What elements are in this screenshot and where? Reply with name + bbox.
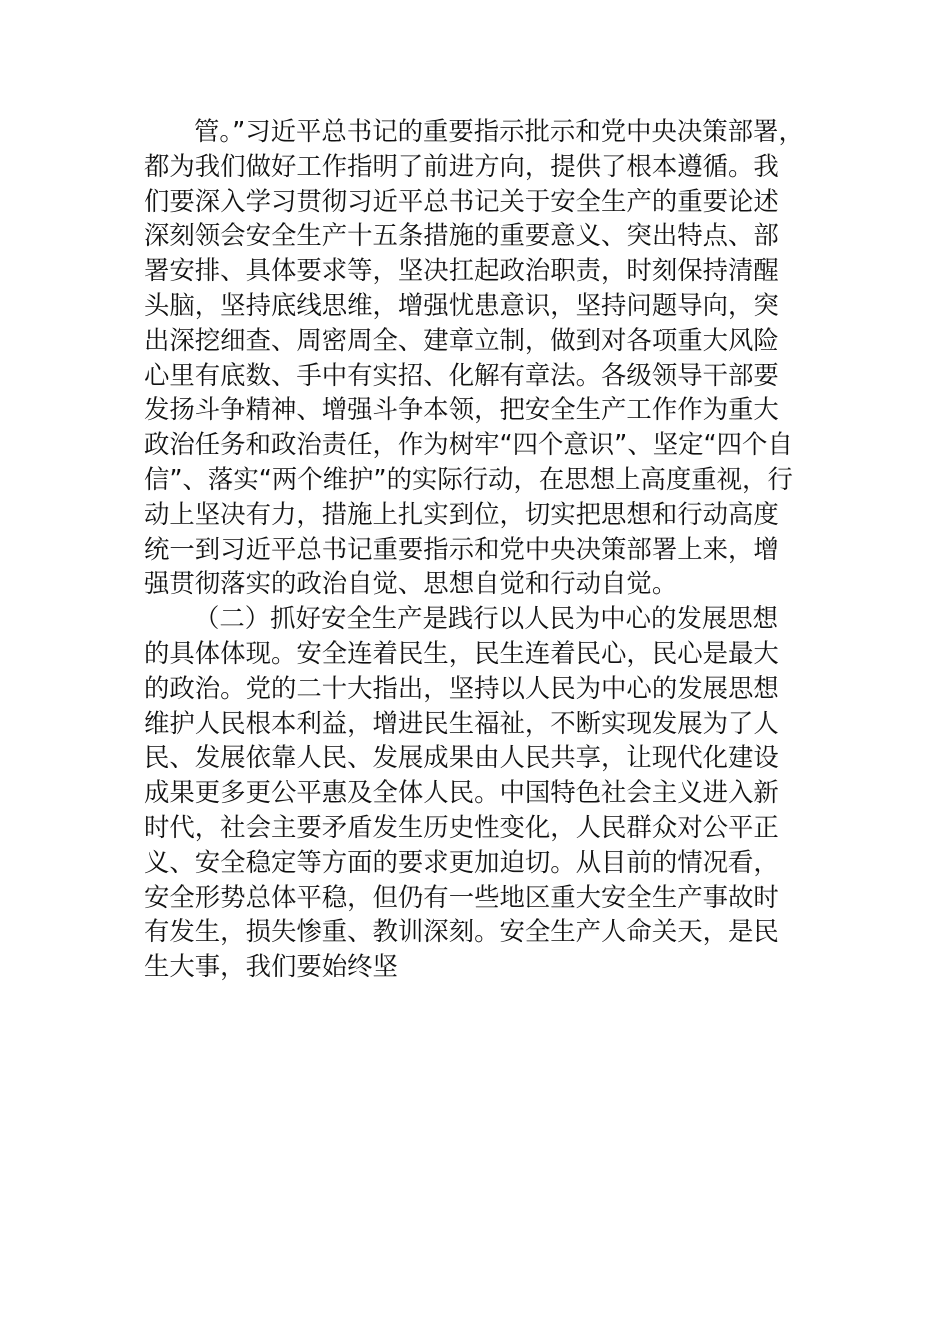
text-line: 民、发展依靠人民、发展成果由人民共享，让现代化建设 — [144, 742, 779, 773]
text-line: 政治任务和政治责任，作为树牢“四个意识”、坚定“四个自 — [144, 429, 793, 460]
text-line: 安全形势总体平稳，但仍有一些地区重大安全生产事故时 — [144, 881, 779, 912]
text-line: 时代，社会主要矛盾发生历史性变化，人民群众对公平正 — [144, 811, 779, 842]
text-line: 们要深入学习贯彻习近平总书记关于安全生产的重要论述 — [144, 185, 779, 216]
text-line: 的具体体现。安全连着民生，民生连着民心，民心是最大 — [144, 637, 779, 668]
text-line: 署安排、具体要求等，坚决扛起政治职责，时刻保持清醒 — [144, 255, 779, 286]
text-line: 生大事，我们要始终坚 — [144, 951, 398, 982]
text-line: 都为我们做好工作指明了前进方向，提供了根本遵循。我 — [144, 150, 779, 181]
text-line: 管。”习近平总书记的重要指示批示和党中央决策部署， — [194, 116, 804, 146]
text-line: 头脑，坚持底线思维，增强忧患意识，坚持问题导向，突 — [144, 289, 779, 320]
text-line: 深刻领会安全生产十五条措施的重要意义、突出特点、部 — [144, 220, 779, 251]
text-line: 统一到习近平总书记重要指示和党中央决策部署上来，增 — [144, 533, 779, 564]
text-line: 信”、落实“两个维护”的实际行动，在思想上高度重视，行 — [144, 463, 793, 494]
text-line: 维护人民根本利益，增进民生福祉，不断实现发展为了人 — [144, 707, 779, 738]
text-line: 的政治。党的二十大指出，坚持以人民为中心的发展思想 — [144, 672, 779, 703]
text-line: 成果更多更公平惠及全体人民。中国特色社会主义进入新 — [144, 777, 779, 808]
text-line: 有发生，损失惨重、教训深刻。安全生产人命关天，是民 — [144, 916, 779, 947]
text-line: 心里有底数、手中有实招、化解有章法。各级领导干部要 — [144, 359, 779, 390]
body-text — [144, 114, 844, 984]
text-line: 动上坚决有力，措施上扎实到位，切实把思想和行动高度 — [144, 498, 779, 529]
text-line: 发扬斗争精神、增强斗争本领，把安全生产工作作为重大 — [144, 394, 779, 425]
section-heading-line: （二）抓好安全生产是践行以人民为中心的发展思想 — [194, 603, 778, 634]
text-line: 出深挖细查、周密周全、建章立制，做到对各项重大风险 — [144, 324, 779, 355]
text-line: 义、安全稳定等方面的要求更加迫切。从目前的情况看， — [144, 846, 779, 877]
text-line: 强贯彻落实的政治自觉、思想自觉和行动自觉。 — [144, 568, 678, 599]
